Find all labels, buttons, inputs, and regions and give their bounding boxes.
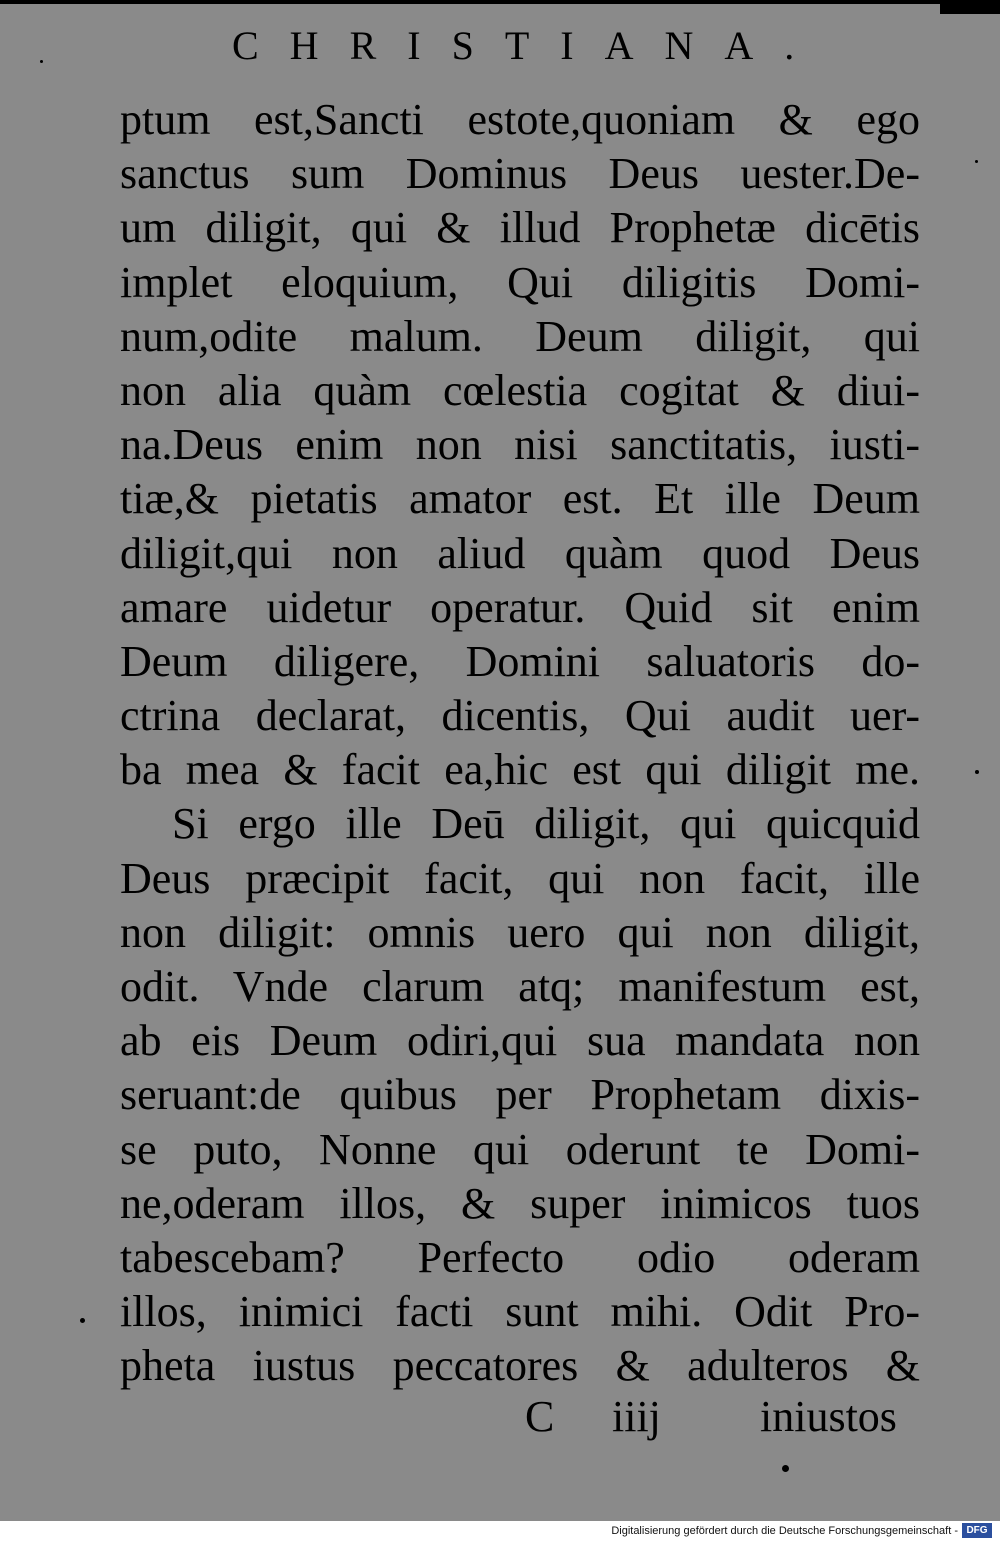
text-line: ab eis Deum odiri,qui sua mandata non: [120, 1016, 920, 1066]
catchword: iniustos: [760, 1392, 897, 1441]
ink-speck: [782, 1465, 789, 1472]
top-right-ink-mark: [940, 0, 1000, 14]
text-line: tabescebam? Perfecto odio oderam: [120, 1232, 920, 1282]
funding-credit: Digitalisierung gefördert durch die Deutsche Forschungsgemeinschaft -: [611, 1525, 958, 1537]
text-line: tiæ,& pietatis amator est. Et ille Deum: [120, 474, 920, 524]
text-line: odit. Vnde clarum atq; manifestum est,: [120, 962, 920, 1011]
text-line: seruant:de quibus per Prophetam dixis-: [120, 1070, 920, 1120]
text-line: non alia quàm cœlestia cogitat & diui-: [120, 365, 920, 415]
text-line: sanctus sum Dominus Deus uester.De-: [120, 149, 920, 199]
text-line: ne,oderam illos, & super inimicos tuos: [120, 1178, 920, 1228]
signature-mark: C: [525, 1392, 555, 1441]
text-line: non diligit: omnis uero qui non diligit,: [120, 907, 920, 957]
ink-speck: [80, 1318, 85, 1323]
text-line-paragraph-start: Si ergo ille Deū diligit, qui quicquid: [172, 799, 920, 849]
text-line: pheta iustus peccatores & adulteros &: [120, 1341, 920, 1391]
text-line: na.Deus enim non nisi sanctitatis, iusti-: [120, 420, 920, 470]
ink-speck: [40, 60, 43, 63]
text-line: diligit,qui non aliud quàm quod Deus: [120, 528, 920, 578]
text-line: um diligit, qui & illud Prophetæ dicētis: [120, 203, 920, 253]
text-line: implet eloquium, Qui diligitis Domi-: [120, 257, 920, 307]
text-line: ptum est,Sancti estote,quoniam & ego: [120, 95, 920, 144]
text-line: amare uidetur operatur. Quid sit enim: [120, 582, 920, 632]
text-line: Deum diligere, Domini saluatoris do-: [120, 636, 920, 686]
dfg-logo: DFG: [962, 1523, 992, 1538]
signature-folio: iiij: [612, 1392, 661, 1441]
text-line: ctrina declarat, dicentis, Qui audit uer-: [120, 691, 920, 741]
text-line: illos, inimici facti sunt mihi. Odit Pro-: [120, 1287, 920, 1337]
text-line: se puto, Nonne qui oderunt te Domi-: [120, 1124, 920, 1174]
running-head: CHRISTIANA.: [232, 23, 826, 68]
ink-speck: [975, 770, 979, 774]
body-text: [120, 93, 920, 1394]
top-border-rule: [0, 0, 1000, 4]
ink-speck: [975, 160, 978, 163]
text-line: Deus præcipit facit, qui non facit, ille: [120, 853, 920, 903]
text-line: ba mea & facit ea,hic est qui diligit me.: [120, 745, 920, 795]
text-line: num,odite malum. Deum diligit, qui: [120, 311, 920, 361]
